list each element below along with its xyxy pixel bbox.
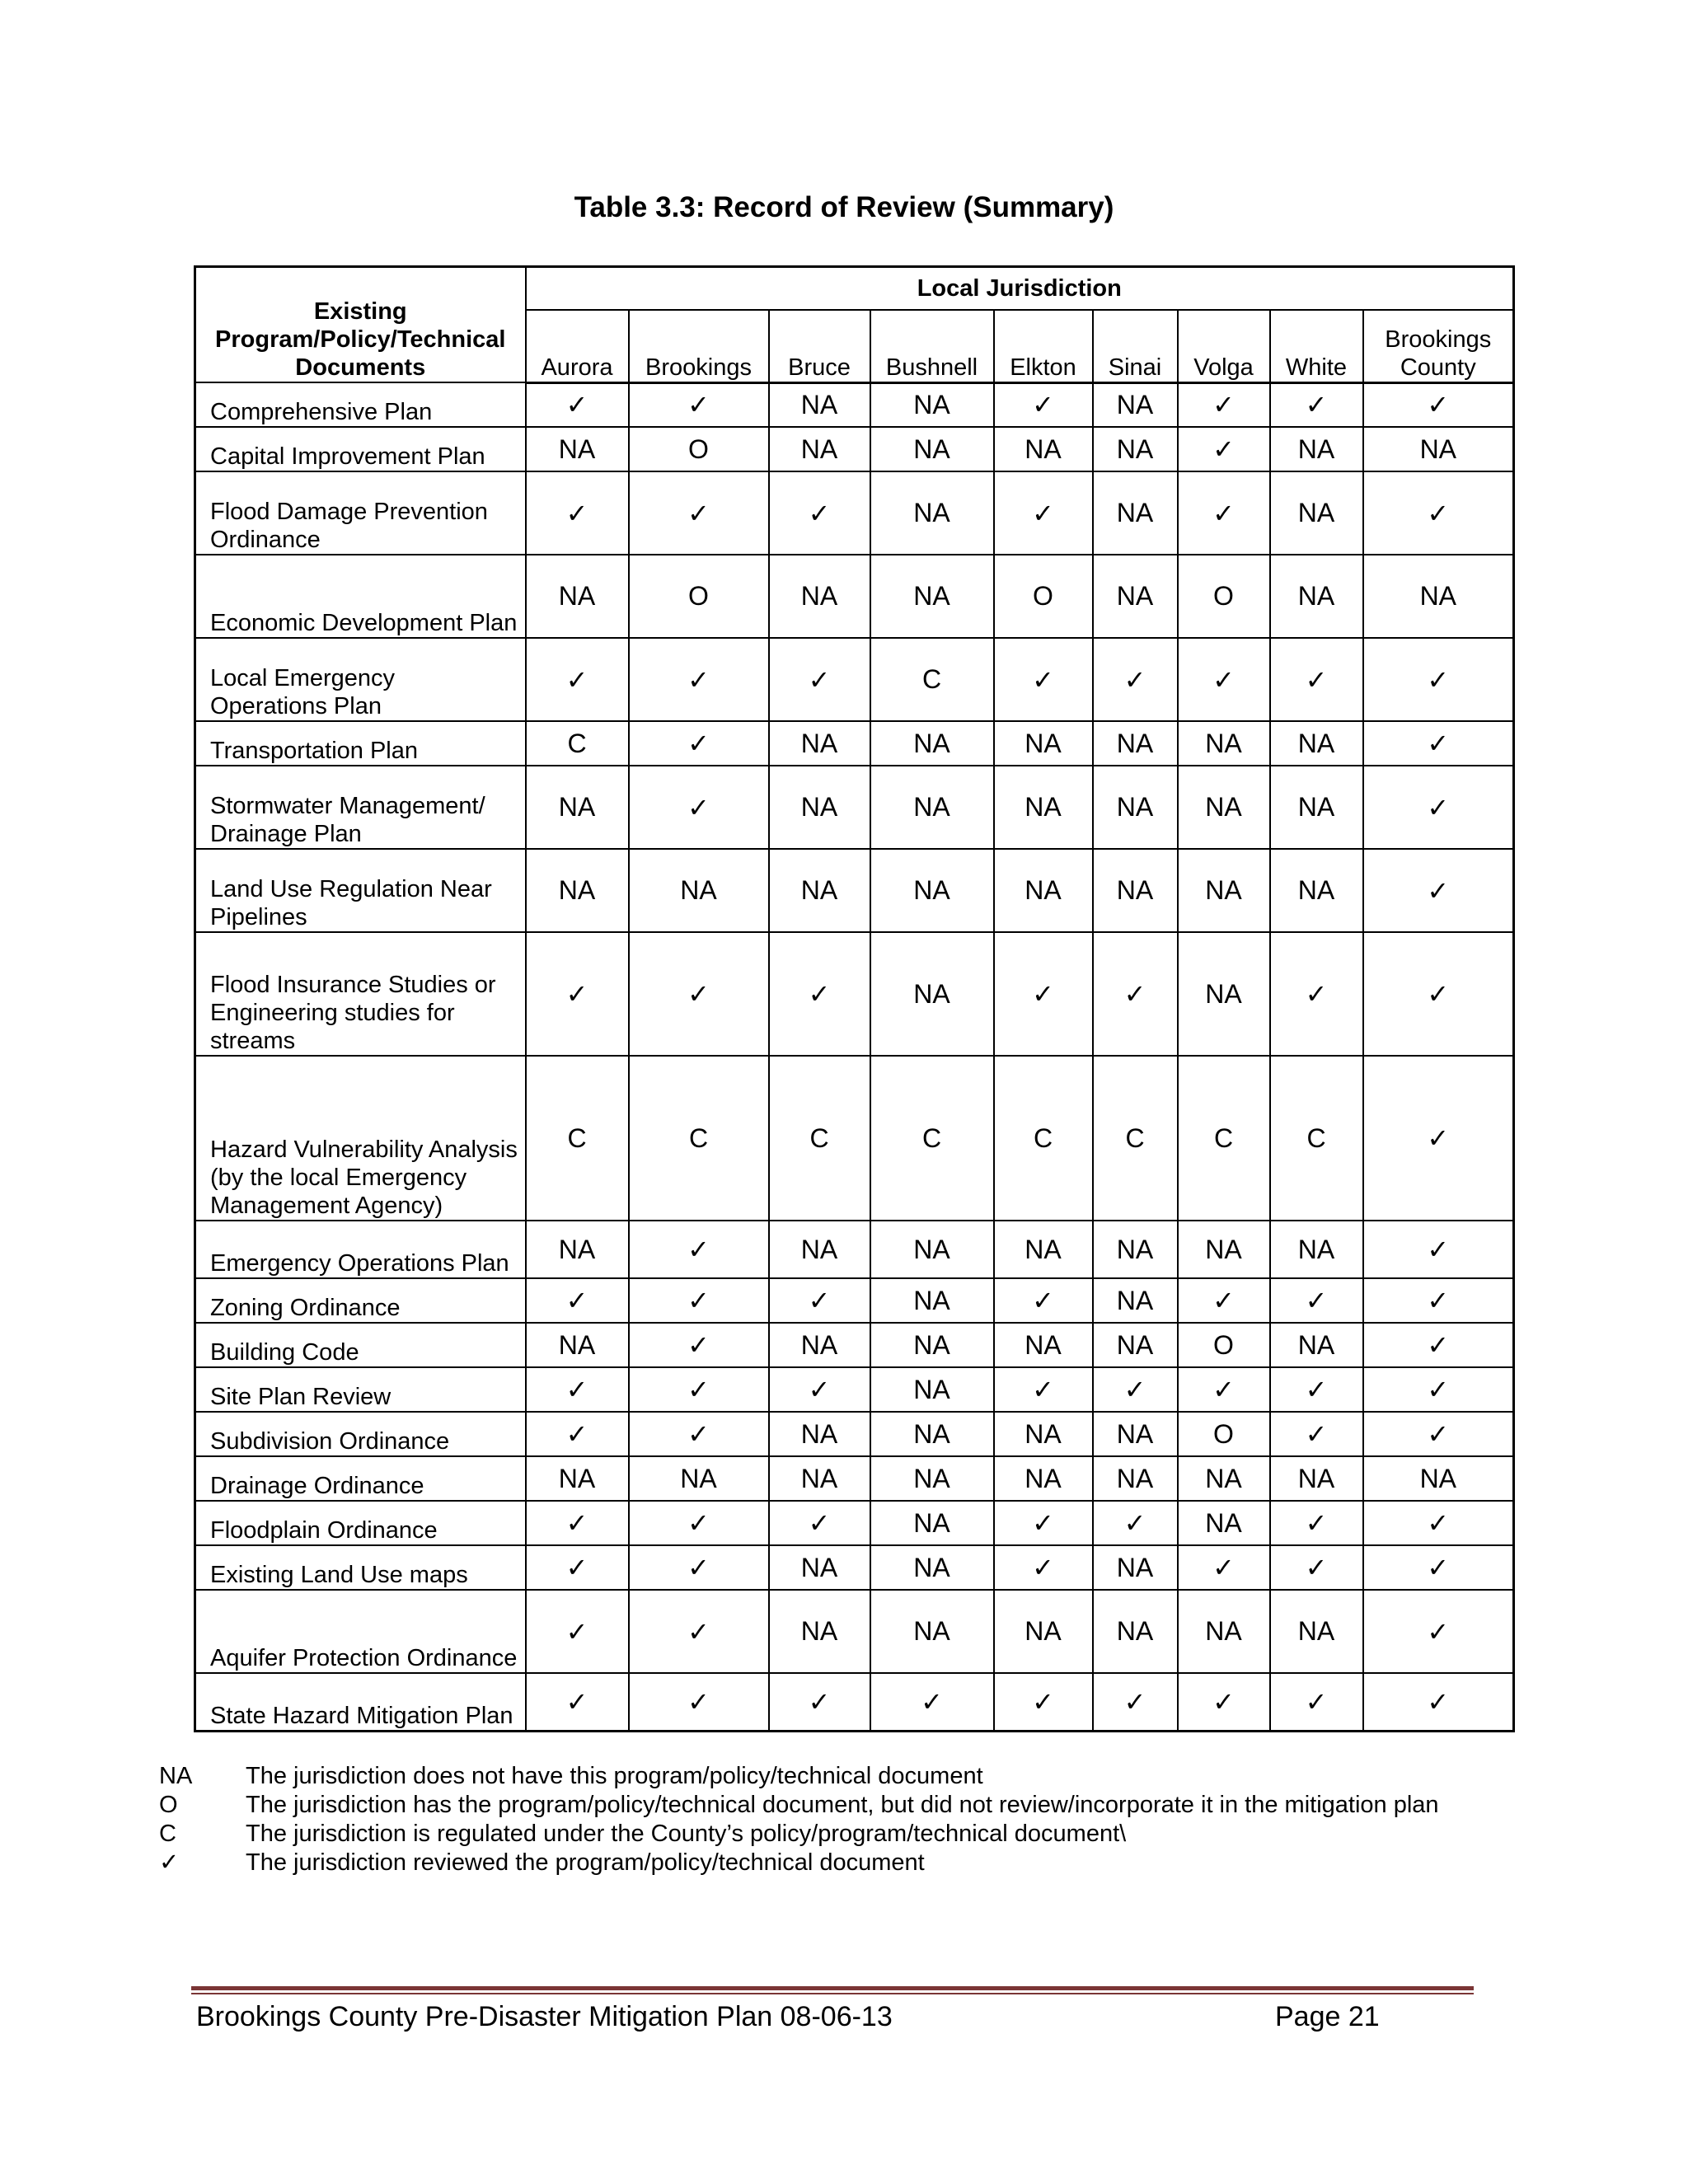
table-title: Table 3.3: Record of Review (Summary) bbox=[574, 191, 1114, 223]
review-status-cell: NA bbox=[769, 1323, 870, 1367]
legend-item bbox=[159, 1762, 1439, 1791]
review-status-cell: NA bbox=[629, 1456, 769, 1501]
review-status-cell: ✓ bbox=[994, 638, 1093, 721]
legend-text: The jurisdiction is regulated under the County’s policy/program/technical document\ bbox=[246, 1821, 1127, 1847]
review-status-cell: NA bbox=[1093, 427, 1178, 471]
review-status-cell: ✓ bbox=[1178, 382, 1270, 427]
review-status-cell: ✓ bbox=[769, 1278, 870, 1323]
review-status-cell: ✓ bbox=[1270, 1367, 1363, 1412]
review-status-cell: NA bbox=[1093, 1278, 1178, 1323]
review-status-cell: NA bbox=[769, 766, 870, 849]
review-status-cell: ✓ bbox=[526, 1673, 629, 1731]
review-status-cell: NA bbox=[1093, 1545, 1178, 1590]
review-status-cell: ✓ bbox=[629, 471, 769, 555]
jurisdiction-header: Bushnell bbox=[870, 310, 994, 382]
review-status-cell: NA bbox=[870, 471, 994, 555]
table-row bbox=[195, 1323, 1514, 1367]
review-status-cell: ✓ bbox=[1178, 1545, 1270, 1590]
review-status-cell: NA bbox=[526, 1323, 629, 1367]
review-status-cell: NA bbox=[769, 1456, 870, 1501]
review-status-cell: C bbox=[526, 1056, 629, 1221]
review-status-cell: NA bbox=[1093, 1412, 1178, 1456]
review-status-cell: NA bbox=[769, 1590, 870, 1673]
review-status-cell: NA bbox=[870, 932, 994, 1056]
local-jurisdiction-header: Local Jurisdiction bbox=[526, 267, 1514, 311]
review-status-cell: ✓ bbox=[1363, 1545, 1514, 1590]
review-status-cell: NA bbox=[1093, 1221, 1178, 1278]
legend-item bbox=[159, 1791, 1439, 1820]
review-status-cell: NA bbox=[769, 721, 870, 766]
review-status-cell: ✓ bbox=[1270, 1673, 1363, 1731]
review-status-cell: ✓ bbox=[629, 1367, 769, 1412]
jurisdiction-header: Bruce bbox=[769, 310, 870, 382]
review-status-cell: ✓ bbox=[629, 932, 769, 1056]
legend-item bbox=[159, 1849, 1439, 1877]
review-status-cell: ✓ bbox=[994, 1673, 1093, 1731]
review-status-cell: ✓ bbox=[629, 1501, 769, 1545]
review-status-cell: ✓ bbox=[629, 1323, 769, 1367]
review-status-cell: NA bbox=[1270, 1221, 1363, 1278]
footer-title: Brookings County Pre-Disaster Mitigation Plan 08-06-13 bbox=[196, 2001, 893, 2032]
document-name: Existing Land Use maps bbox=[195, 1545, 526, 1590]
review-status-cell: ✓ bbox=[769, 471, 870, 555]
review-status-cell: ✓ bbox=[1363, 1501, 1514, 1545]
review-status-cell: NA bbox=[1093, 1590, 1178, 1673]
review-status-cell: ✓ bbox=[1270, 1278, 1363, 1323]
review-status-cell: NA bbox=[1270, 471, 1363, 555]
review-status-cell: ✓ bbox=[526, 932, 629, 1056]
review-status-cell: NA bbox=[1270, 1590, 1363, 1673]
legend bbox=[159, 1762, 1439, 1877]
review-status-cell: ✓ bbox=[994, 1367, 1093, 1412]
review-status-cell: NA bbox=[769, 382, 870, 427]
review-status-cell: ✓ bbox=[1178, 1673, 1270, 1731]
review-status-cell: O bbox=[994, 555, 1093, 638]
review-status-cell: ✓ bbox=[769, 1501, 870, 1545]
review-status-cell: NA bbox=[870, 1221, 994, 1278]
table-row bbox=[195, 638, 1514, 721]
review-status-cell: ✓ bbox=[526, 1590, 629, 1673]
review-status-cell: ✓ bbox=[1363, 1056, 1514, 1221]
review-status-cell: ✓ bbox=[629, 382, 769, 427]
review-status-cell: NA bbox=[870, 849, 994, 932]
table-row bbox=[195, 1412, 1514, 1456]
review-status-cell: ✓ bbox=[994, 1278, 1093, 1323]
review-status-cell: NA bbox=[1270, 849, 1363, 932]
review-status-cell: ✓ bbox=[629, 1590, 769, 1673]
review-status-cell: NA bbox=[994, 427, 1093, 471]
table-row bbox=[195, 1456, 1514, 1501]
review-status-cell: O bbox=[1178, 555, 1270, 638]
review-status-cell: ✓ bbox=[1363, 721, 1514, 766]
review-status-cell: NA bbox=[1363, 555, 1514, 638]
review-status-cell: NA bbox=[1093, 766, 1178, 849]
review-status-cell: ✓ bbox=[629, 1278, 769, 1323]
review-status-cell: C bbox=[870, 638, 994, 721]
review-status-cell: NA bbox=[1178, 1221, 1270, 1278]
review-status-cell: NA bbox=[526, 1221, 629, 1278]
review-status-cell: ✓ bbox=[629, 1412, 769, 1456]
review-status-cell: O bbox=[1178, 1412, 1270, 1456]
review-status-cell: ✓ bbox=[1363, 849, 1514, 932]
review-status-cell: NA bbox=[870, 1278, 994, 1323]
table-row bbox=[195, 471, 1514, 555]
legend-symbol: NA bbox=[159, 1763, 193, 1789]
review-status-cell: NA bbox=[1363, 1456, 1514, 1501]
review-status-cell: C bbox=[526, 721, 629, 766]
review-status-cell: ✓ bbox=[1270, 1412, 1363, 1456]
review-status-cell: NA bbox=[870, 427, 994, 471]
review-status-cell: NA bbox=[1363, 427, 1514, 471]
review-status-cell: NA bbox=[870, 1501, 994, 1545]
table-row bbox=[195, 1367, 1514, 1412]
review-status-cell: C bbox=[870, 1056, 994, 1221]
review-status-cell: ✓ bbox=[1363, 471, 1514, 555]
review-status-cell: NA bbox=[1270, 1323, 1363, 1367]
document-name: Floodplain Ordinance bbox=[195, 1501, 526, 1545]
review-status-cell: NA bbox=[994, 849, 1093, 932]
review-status-cell: NA bbox=[1270, 766, 1363, 849]
table-row bbox=[195, 1590, 1514, 1673]
document-name: Transportation Plan bbox=[195, 721, 526, 766]
table-row bbox=[195, 721, 1514, 766]
review-status-cell: C bbox=[1093, 1056, 1178, 1221]
review-status-cell: ✓ bbox=[1093, 932, 1178, 1056]
review-status-cell: O bbox=[629, 555, 769, 638]
document-name: Local Emergency Operations Plan bbox=[195, 638, 526, 721]
review-status-cell: NA bbox=[870, 766, 994, 849]
review-status-cell: ✓ bbox=[1363, 766, 1514, 849]
review-status-cell: NA bbox=[870, 1412, 994, 1456]
review-status-cell: ✓ bbox=[629, 721, 769, 766]
document-name: Zoning Ordinance bbox=[195, 1278, 526, 1323]
table-row bbox=[195, 427, 1514, 471]
review-status-cell: ✓ bbox=[629, 638, 769, 721]
legend-text: The jurisdiction has the program/policy/technical document, but did not review/incorporate it in the mitigation plan bbox=[246, 1792, 1439, 1818]
review-status-cell: ✓ bbox=[1363, 1412, 1514, 1456]
review-status-cell: ✓ bbox=[526, 471, 629, 555]
review-status-cell: NA bbox=[994, 1221, 1093, 1278]
review-status-cell: ✓ bbox=[1363, 1673, 1514, 1731]
review-status-cell: ✓ bbox=[994, 471, 1093, 555]
review-status-cell: ✓ bbox=[526, 1278, 629, 1323]
review-status-cell: ✓ bbox=[526, 1501, 629, 1545]
review-status-cell: NA bbox=[1178, 721, 1270, 766]
review-status-cell: ✓ bbox=[1178, 1278, 1270, 1323]
review-status-cell: NA bbox=[870, 721, 994, 766]
review-status-cell: NA bbox=[769, 1412, 870, 1456]
review-status-cell: NA bbox=[526, 555, 629, 638]
review-status-cell: NA bbox=[994, 1412, 1093, 1456]
review-status-cell: O bbox=[629, 427, 769, 471]
review-status-cell: ✓ bbox=[1178, 1367, 1270, 1412]
review-status-cell: C bbox=[994, 1056, 1093, 1221]
doc-column-header: Existing Program/Policy/Technical Documents bbox=[195, 267, 526, 383]
review-status-cell: ✓ bbox=[1363, 1221, 1514, 1278]
review-status-cell: NA bbox=[769, 849, 870, 932]
review-status-cell: ✓ bbox=[1093, 638, 1178, 721]
review-status-cell: C bbox=[629, 1056, 769, 1221]
review-status-cell: NA bbox=[526, 427, 629, 471]
review-status-cell: ✓ bbox=[769, 638, 870, 721]
review-status-cell: ✓ bbox=[994, 1501, 1093, 1545]
review-status-cell: ✓ bbox=[769, 1367, 870, 1412]
jurisdiction-header: Brookings County bbox=[1363, 310, 1514, 382]
review-status-cell: NA bbox=[1178, 932, 1270, 1056]
review-status-cell: ✓ bbox=[1363, 932, 1514, 1056]
legend-text: The jurisdiction does not have this program/policy/technical document bbox=[246, 1763, 983, 1789]
review-status-cell: ✓ bbox=[629, 1221, 769, 1278]
document-name: State Hazard Mitigation Plan bbox=[195, 1673, 526, 1731]
legend-item bbox=[159, 1820, 1439, 1849]
review-status-cell: ✓ bbox=[1093, 1501, 1178, 1545]
review-status-cell: NA bbox=[1093, 555, 1178, 638]
review-status-cell: NA bbox=[870, 1323, 994, 1367]
review-status-cell: ✓ bbox=[994, 382, 1093, 427]
review-status-cell: ✓ bbox=[1363, 1278, 1514, 1323]
table-row bbox=[195, 1221, 1514, 1278]
review-status-cell: NA bbox=[769, 427, 870, 471]
review-status-cell: NA bbox=[1093, 1323, 1178, 1367]
document-name: Land Use Regulation Near Pipelines bbox=[195, 849, 526, 932]
document-name: Comprehensive Plan bbox=[195, 382, 526, 427]
table-row bbox=[195, 1056, 1514, 1221]
table-row bbox=[195, 1673, 1514, 1731]
review-status-cell: ✓ bbox=[1363, 1367, 1514, 1412]
footer-rule bbox=[191, 1986, 1474, 1994]
record-of-review-table bbox=[194, 265, 1515, 1732]
review-status-cell: C bbox=[769, 1056, 870, 1221]
review-status-cell: NA bbox=[1178, 1501, 1270, 1545]
review-status-cell: NA bbox=[526, 766, 629, 849]
document-name: Site Plan Review bbox=[195, 1367, 526, 1412]
document-name: Aquifer Protection Ordinance bbox=[195, 1590, 526, 1673]
review-status-cell: C bbox=[1178, 1056, 1270, 1221]
review-status-cell: NA bbox=[1178, 1456, 1270, 1501]
review-status-cell: ✓ bbox=[1178, 427, 1270, 471]
legend-symbol: ✓ bbox=[159, 1849, 180, 1876]
review-status-cell: NA bbox=[1093, 721, 1178, 766]
document-name: Building Code bbox=[195, 1323, 526, 1367]
jurisdiction-header: Volga bbox=[1178, 310, 1270, 382]
table-row bbox=[195, 555, 1514, 638]
review-status-cell: O bbox=[1178, 1323, 1270, 1367]
review-status-cell: NA bbox=[870, 1367, 994, 1412]
legend-text: The jurisdiction reviewed the program/policy/technical document bbox=[246, 1849, 925, 1876]
table-row bbox=[195, 849, 1514, 932]
review-status-cell: NA bbox=[870, 555, 994, 638]
review-status-cell: ✓ bbox=[526, 382, 629, 427]
review-status-cell: NA bbox=[526, 849, 629, 932]
review-status-cell: NA bbox=[994, 1323, 1093, 1367]
review-status-cell: ✓ bbox=[1270, 932, 1363, 1056]
review-status-cell: NA bbox=[1270, 721, 1363, 766]
review-status-cell: NA bbox=[769, 1221, 870, 1278]
document-name: Emergency Operations Plan bbox=[195, 1221, 526, 1278]
table-row bbox=[195, 1545, 1514, 1590]
legend-symbol: C bbox=[159, 1821, 176, 1847]
review-status-cell: NA bbox=[870, 1545, 994, 1590]
review-status-cell: ✓ bbox=[1363, 382, 1514, 427]
legend-symbol: O bbox=[159, 1792, 178, 1818]
table-row bbox=[195, 766, 1514, 849]
review-status-cell: ✓ bbox=[1363, 638, 1514, 721]
review-status-cell: C bbox=[1270, 1056, 1363, 1221]
document-name: Flood Damage Prevention Ordinance bbox=[195, 471, 526, 555]
review-status-cell: ✓ bbox=[769, 932, 870, 1056]
review-status-cell: ✓ bbox=[526, 1367, 629, 1412]
review-status-cell: NA bbox=[1178, 1590, 1270, 1673]
review-status-cell: NA bbox=[1270, 555, 1363, 638]
review-status-cell: ✓ bbox=[994, 932, 1093, 1056]
document-name: Subdivision Ordinance bbox=[195, 1412, 526, 1456]
table-row bbox=[195, 382, 1514, 427]
review-status-cell: ✓ bbox=[1270, 638, 1363, 721]
table-row bbox=[195, 932, 1514, 1056]
review-status-cell: ✓ bbox=[526, 638, 629, 721]
review-status-cell: NA bbox=[769, 555, 870, 638]
document-name: Drainage Ordinance bbox=[195, 1456, 526, 1501]
review-status-cell: ✓ bbox=[870, 1673, 994, 1731]
document-name: Hazard Vulnerability Analysis (by the local Emergency Management Agency) bbox=[195, 1056, 526, 1221]
review-status-cell: NA bbox=[994, 766, 1093, 849]
review-status-cell: NA bbox=[870, 1456, 994, 1501]
review-status-cell: ✓ bbox=[994, 1545, 1093, 1590]
review-status-cell: NA bbox=[994, 721, 1093, 766]
review-status-cell: NA bbox=[1178, 849, 1270, 932]
jurisdiction-header: Sinai bbox=[1093, 310, 1178, 382]
review-status-cell: ✓ bbox=[1363, 1323, 1514, 1367]
review-status-cell: ✓ bbox=[526, 1412, 629, 1456]
review-status-cell: ✓ bbox=[1270, 382, 1363, 427]
review-status-cell: NA bbox=[870, 1590, 994, 1673]
table-row bbox=[195, 1501, 1514, 1545]
review-status-cell: NA bbox=[994, 1456, 1093, 1501]
review-status-cell: ✓ bbox=[629, 1545, 769, 1590]
document-name: Economic Development Plan bbox=[195, 555, 526, 638]
review-status-cell: ✓ bbox=[1178, 471, 1270, 555]
review-status-cell: ✓ bbox=[1270, 1501, 1363, 1545]
review-status-cell: ✓ bbox=[629, 766, 769, 849]
review-status-cell: ✓ bbox=[1363, 1590, 1514, 1673]
review-status-cell: ✓ bbox=[1178, 638, 1270, 721]
table-row bbox=[195, 1278, 1514, 1323]
review-status-cell: NA bbox=[1270, 427, 1363, 471]
page-number: Page 21 bbox=[1275, 2001, 1380, 2032]
document-name: Stormwater Management/ Drainage Plan bbox=[195, 766, 526, 849]
jurisdiction-header: Brookings bbox=[629, 310, 769, 382]
review-status-cell: ✓ bbox=[526, 1545, 629, 1590]
review-status-cell: NA bbox=[526, 1456, 629, 1501]
review-status-cell: NA bbox=[1093, 471, 1178, 555]
review-status-cell: ✓ bbox=[629, 1673, 769, 1731]
document-name: Capital Improvement Plan bbox=[195, 427, 526, 471]
jurisdiction-header: Aurora bbox=[526, 310, 629, 382]
review-status-cell: ✓ bbox=[1270, 1545, 1363, 1590]
review-status-cell: NA bbox=[1270, 1456, 1363, 1501]
review-status-cell: NA bbox=[629, 849, 769, 932]
review-status-cell: NA bbox=[1093, 382, 1178, 427]
jurisdiction-header: White bbox=[1270, 310, 1363, 382]
review-status-cell: NA bbox=[1093, 1456, 1178, 1501]
review-status-cell: ✓ bbox=[1093, 1673, 1178, 1731]
jurisdiction-header: Elkton bbox=[994, 310, 1093, 382]
review-status-cell: ✓ bbox=[769, 1673, 870, 1731]
document-name: Flood Insurance Studies or Engineering studies for streams bbox=[195, 932, 526, 1056]
review-status-cell: NA bbox=[769, 1545, 870, 1590]
review-status-cell: NA bbox=[994, 1590, 1093, 1673]
review-status-cell: NA bbox=[1178, 766, 1270, 849]
review-status-cell: NA bbox=[1093, 849, 1178, 932]
review-status-cell: NA bbox=[870, 382, 994, 427]
review-status-cell: ✓ bbox=[1093, 1367, 1178, 1412]
